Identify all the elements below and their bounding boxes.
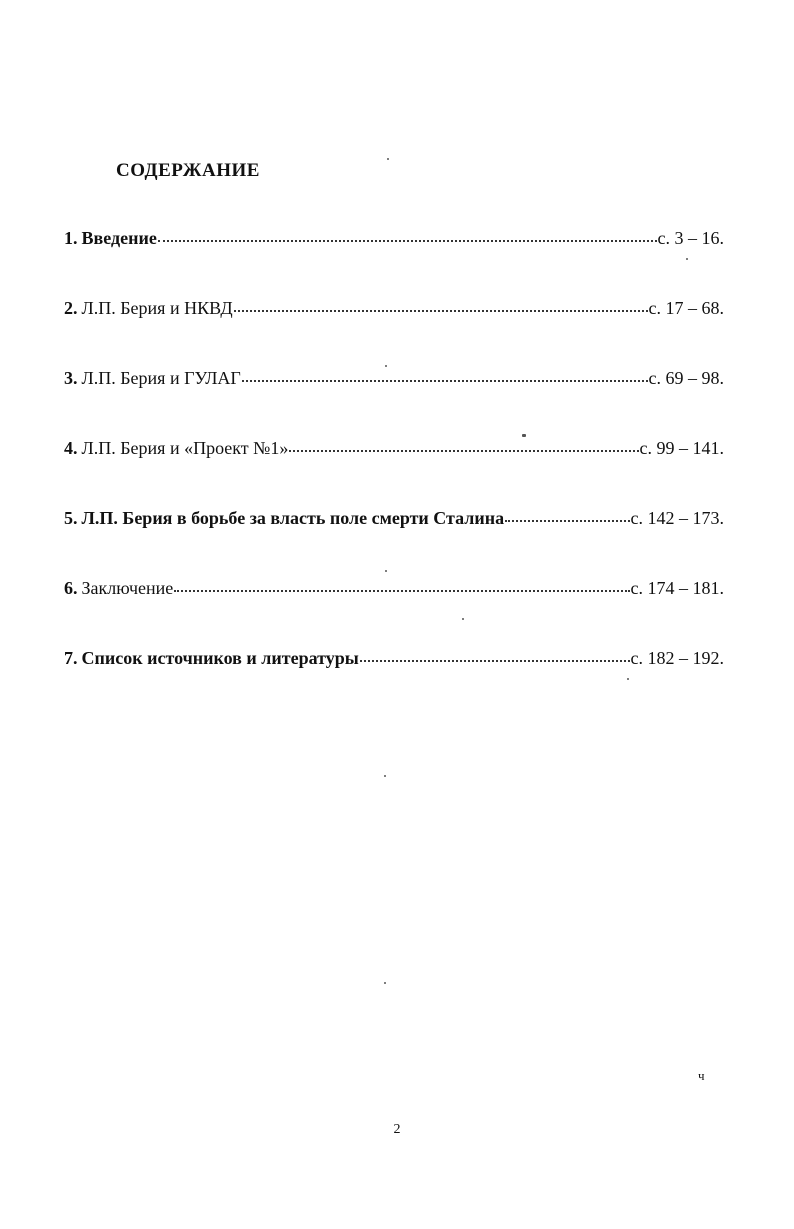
toc-entry-label: Л.П. Берия и НКВД [81, 298, 233, 318]
toc-entry-pages: с. 69 – 98. [648, 368, 724, 388]
toc-entry-label: Введение [81, 228, 157, 248]
toc-entry-7 [64, 648, 724, 676]
dot-leader [242, 366, 648, 382]
stray-mark: ч [698, 1068, 705, 1083]
toc-entry-5 [64, 508, 724, 536]
dot-leader [158, 226, 657, 242]
toc-entry-6 [64, 578, 724, 606]
scan-speck [384, 982, 386, 984]
scan-speck [686, 258, 688, 260]
scan-speck [384, 775, 386, 777]
toc-entry-pages: с. 182 – 192. [630, 648, 724, 668]
dot-leader [360, 646, 630, 662]
toc-entry-label: Список источников и литературы [81, 648, 359, 668]
toc-entry-number: 6. [64, 578, 78, 598]
toc-entry-pages: с. 142 – 173. [630, 508, 724, 528]
scan-speck [627, 678, 629, 680]
toc-entry-pages: с. 99 – 141. [639, 438, 724, 458]
toc-entry-number: 4. [64, 438, 78, 458]
toc-title: СОДЕРЖАНИЕ [116, 160, 260, 181]
toc-entry-label: Л.П. Берия в борьбе за власть поле смерти Сталина [81, 508, 505, 528]
toc-entry-number: 3. [64, 368, 78, 388]
scan-speck [462, 618, 464, 620]
toc-entry-2 [64, 298, 724, 326]
dot-leader [289, 436, 638, 452]
dot-leader [234, 296, 648, 312]
toc-entry-number: 2. [64, 298, 78, 318]
toc-entry-label: Заключение [81, 578, 174, 598]
toc-entry-1 [64, 228, 724, 256]
scan-speck [385, 570, 387, 572]
toc-entry-label: Л.П. Берия и «Проект №1» [81, 438, 289, 458]
toc-entry-number: 5. [64, 508, 78, 528]
toc-entry-pages: с. 3 – 16. [657, 228, 724, 248]
toc-entry-3 [64, 368, 724, 396]
toc-entry-number: 7. [64, 648, 78, 668]
toc-entry-label: Л.П. Берия и ГУЛАГ [81, 368, 241, 388]
dot-leader [505, 506, 629, 522]
table-of-contents [64, 228, 724, 718]
dot-leader [174, 576, 629, 592]
page-number: 2 [393, 1122, 401, 1137]
scan-speck [387, 158, 389, 160]
scan-speck [385, 365, 387, 367]
toc-entry-number: 1. [64, 228, 78, 248]
toc-entry-pages: с. 17 – 68. [648, 298, 724, 318]
scan-speck [522, 434, 526, 437]
toc-entry-4 [64, 438, 724, 466]
toc-entry-pages: с. 174 – 181. [630, 578, 724, 598]
